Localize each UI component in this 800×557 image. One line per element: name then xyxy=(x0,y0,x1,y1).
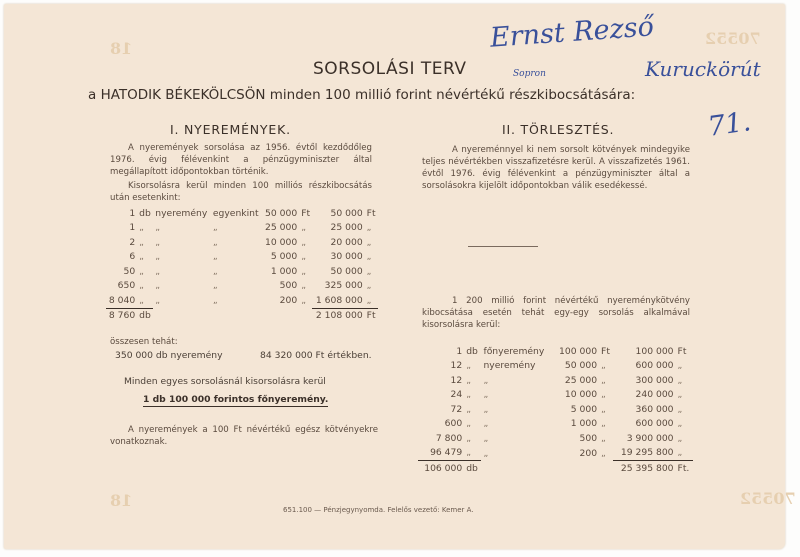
prize-unit: „ xyxy=(466,403,471,415)
section1-prize-table xyxy=(106,206,378,323)
spacer xyxy=(211,308,262,323)
prize-total: 50 000 xyxy=(330,207,363,219)
handwritten-number: 71. xyxy=(706,106,753,143)
prize-count: 6 xyxy=(129,251,136,263)
prize-currency: „ xyxy=(301,222,306,234)
prize-total-currency: „ xyxy=(677,389,683,401)
document-subtitle: a HATODIK BÉKEKÖLCSÖN minden 100 millió forint névértékű részkibocsátására: xyxy=(88,87,636,103)
section1-para1: A nyeremények sorsolása az 1956. évtől kezdődőleg 1976. évig félévenkint a pénzügyminiszter által megállapított időpontokban történik. xyxy=(110,143,372,177)
spacer xyxy=(299,308,312,323)
prize-count: 1 xyxy=(456,345,463,357)
prize-unit: „ xyxy=(139,251,144,263)
handwritten-name: Ernst Rezső xyxy=(489,11,655,54)
prize-currency: Ft xyxy=(301,207,311,219)
prize-unit: db xyxy=(139,207,151,219)
prize-total-currency: Ft xyxy=(677,345,687,357)
prize-currency: „ xyxy=(301,295,306,306)
prize-total-currency: „ xyxy=(677,360,683,372)
prize-total: 360 000 xyxy=(635,403,674,415)
printer-footer: 651.100 — Pénzjegynyomda. Felelős vezető: Kemer A. xyxy=(283,506,474,514)
section1-main-prize: 1 db 100 000 forintos főnyeremény. xyxy=(143,394,329,405)
prize-unit: db xyxy=(466,345,478,357)
prize-label: „ xyxy=(483,447,489,459)
prize-total: 25 000 xyxy=(330,222,363,234)
prize-unit: „ xyxy=(466,418,471,430)
prize-label: „ xyxy=(155,295,161,306)
prize-total: 600 000 xyxy=(635,418,674,430)
prize-currency: „ xyxy=(301,265,306,277)
ghost-series-left: 18 xyxy=(110,39,133,58)
prize-count: 12 xyxy=(450,374,463,386)
prize-row xyxy=(106,293,378,308)
prize-row xyxy=(418,417,693,432)
prize-row xyxy=(418,431,693,446)
prize-label2: „ xyxy=(212,280,218,292)
prize-label: nyeremény xyxy=(155,207,208,219)
prize-row xyxy=(106,250,378,265)
prize-total-currency: „ xyxy=(366,280,372,292)
prize-total: 325 000 xyxy=(324,280,363,292)
prize-row xyxy=(418,373,693,388)
prize-total: 19 295 800 xyxy=(613,446,675,461)
sum-currency: Ft xyxy=(366,310,376,322)
prize-total-currency: „ xyxy=(365,293,378,308)
prize-unit: „ xyxy=(466,360,471,372)
prize-amount: 25 000 xyxy=(564,374,598,386)
prize-count: 7 800 xyxy=(435,432,463,444)
prize-unit: „ xyxy=(139,280,144,292)
prize-unit: „ xyxy=(139,222,144,234)
prize-currency: „ xyxy=(301,251,306,263)
prize-total-currency: „ xyxy=(676,446,693,461)
prize-unit: „ xyxy=(137,293,153,308)
prize-row xyxy=(418,359,693,374)
prize-row xyxy=(106,221,378,236)
sum-count: 106 000 xyxy=(424,462,463,474)
prize-total: 20 000 xyxy=(330,236,363,248)
divider xyxy=(468,246,538,247)
section2-prize-table xyxy=(418,344,693,476)
prize-currency: „ xyxy=(301,280,306,292)
prize-label2: „ xyxy=(212,236,218,248)
prize-currency: „ xyxy=(601,432,606,444)
prize-row xyxy=(418,446,693,461)
sum-total: 2 108 000 xyxy=(315,310,363,322)
spacer xyxy=(599,461,613,476)
prize-count: 8 040 xyxy=(106,293,137,308)
prize-total-currency: „ xyxy=(677,374,683,386)
prize-amount: 50 000 xyxy=(265,207,298,219)
spacer xyxy=(262,308,299,323)
prize-label2: „ xyxy=(212,295,218,306)
ghost-serial-bottom: 70552 xyxy=(740,489,796,508)
prize-total: 100 000 xyxy=(635,345,674,357)
spacer xyxy=(481,461,552,476)
prize-currency: „ xyxy=(601,418,606,430)
prize-amount: 10 000 xyxy=(265,236,298,248)
prize-unit: „ xyxy=(139,236,144,248)
prize-total-currency: „ xyxy=(366,251,372,263)
prize-total-currency: Ft xyxy=(366,207,376,219)
prize-currency: „ xyxy=(601,374,606,386)
prize-currency: „ xyxy=(601,447,606,459)
prize-unit: „ xyxy=(466,374,471,386)
prize-amount: 200 xyxy=(279,295,298,306)
prize-label: „ xyxy=(155,222,161,234)
prize-label: „ xyxy=(483,418,489,430)
prize-count: 1 xyxy=(129,207,136,219)
sum-row xyxy=(418,461,693,476)
prize-label2: „ xyxy=(212,265,218,277)
prize-total: 240 000 xyxy=(635,389,674,401)
prize-unit: „ xyxy=(139,265,144,277)
section2-heading: II. TÖRLESZTÉS. xyxy=(502,122,615,137)
prize-label: „ xyxy=(155,236,161,248)
prize-label2: „ xyxy=(212,222,218,234)
prize-amount: 1 000 xyxy=(270,265,298,277)
prize-amount: 500 xyxy=(579,432,598,444)
prize-total-currency: „ xyxy=(677,418,683,430)
sum-unit: db xyxy=(139,310,151,322)
prize-label: „ xyxy=(483,432,489,444)
prize-row xyxy=(418,402,693,417)
prize-label: „ xyxy=(155,280,161,292)
prize-total-currency: „ xyxy=(677,432,683,444)
prize-total-currency: „ xyxy=(677,403,683,415)
prize-unit: „ xyxy=(466,432,471,444)
handwritten-city: Sopron xyxy=(513,69,546,79)
prize-row xyxy=(106,264,378,279)
prize-label: „ xyxy=(483,374,489,386)
sum-unit: db xyxy=(466,462,478,474)
section1-para2: Kisorsolásra kerül minden 100 milliós részkibocsátás után esetenkint: xyxy=(110,181,372,203)
spacer xyxy=(153,308,211,323)
prize-total-currency: „ xyxy=(366,265,372,277)
prize-amount: 1 000 xyxy=(570,418,598,430)
prize-count: 12 xyxy=(450,360,463,372)
prize-label: nyeremény xyxy=(483,360,536,372)
prize-row xyxy=(418,344,693,359)
section1-total-count: 350 000 db nyeremény xyxy=(115,350,223,361)
prize-amount: 25 000 xyxy=(265,222,298,234)
prize-label: „ xyxy=(155,265,161,277)
section1-para3: A nyeremények a 100 Ft névértékű egész kötvényekre vonatkoznak. xyxy=(110,425,378,447)
prize-unit: „ xyxy=(464,446,481,461)
prize-row xyxy=(106,279,378,294)
prize-amount: 5 000 xyxy=(270,251,298,263)
sum-currency: Ft. xyxy=(677,462,690,474)
prize-count: 24 xyxy=(450,389,463,401)
prize-label: „ xyxy=(483,403,489,415)
prize-row xyxy=(106,235,378,250)
prize-currency: „ xyxy=(601,389,606,401)
prize-count: 72 xyxy=(450,403,463,415)
prize-label2: egyenkint xyxy=(212,207,259,219)
prize-label: főnyeremény xyxy=(483,345,545,357)
prize-count: 2 xyxy=(129,236,136,248)
prize-label: „ xyxy=(483,389,489,401)
section1-heading: I. NYEREMÉNYEK. xyxy=(170,122,291,137)
section1-total-label: összesen tehát: xyxy=(110,337,178,347)
prize-total: 600 000 xyxy=(635,360,674,372)
section1-note: Minden egyes sorsolásnál kisorsolásra kerül xyxy=(124,376,326,387)
prize-count: 650 xyxy=(117,280,136,292)
prize-count: 96 479 xyxy=(418,446,464,461)
section2-para2: 1 200 millió forint névértékű nyereménykötvény kibocsátása esetén tehát egy-egy sorsolás alkalmával kisorsolásra kerül: xyxy=(422,296,690,330)
ghost-series-bottom: 18 xyxy=(110,491,133,510)
prize-total: 300 000 xyxy=(635,374,674,386)
prize-total: 3 900 000 xyxy=(626,432,674,444)
prize-amount: 10 000 xyxy=(564,389,598,401)
prize-unit: „ xyxy=(466,389,471,401)
prize-currency: „ xyxy=(301,236,306,248)
prize-total: 30 000 xyxy=(330,251,363,263)
sum-count: 8 760 xyxy=(108,310,136,322)
prize-count: 1 xyxy=(129,222,136,234)
prize-label2: „ xyxy=(212,251,218,263)
handwritten-street: Kuruckörút xyxy=(645,57,761,81)
prize-count: 50 xyxy=(123,265,136,277)
prize-row xyxy=(106,206,378,221)
prize-label: „ xyxy=(155,251,161,263)
prize-amount: 200 xyxy=(579,447,598,459)
document-title: SORSOLÁSI TERV xyxy=(313,59,467,79)
section2-para1: A nyereménnyel ki nem sorsolt kötvények mindegyike teljes névértékben visszafizetésre kerül. A visszafizetés 1961. évtől 1976. évig félévenkint a pénzügyminiszter által a sorsolásokra kijelölt időpontokban válik esedékessé. xyxy=(422,145,690,191)
spacer xyxy=(553,461,599,476)
prize-amount: 50 000 xyxy=(564,360,598,372)
prize-amount: 100 000 xyxy=(559,345,598,357)
prize-total: 1 608 000 xyxy=(312,293,364,308)
prize-amount: 5 000 xyxy=(570,403,598,415)
prize-currency: Ft xyxy=(601,345,610,357)
prize-count: 600 xyxy=(444,418,463,430)
prize-total-currency: „ xyxy=(366,222,372,234)
ghost-serial-top: 70552 xyxy=(705,29,761,48)
section1-total-value: 84 320 000 Ft értékben. xyxy=(260,350,372,361)
prize-total-currency: „ xyxy=(366,236,372,248)
prize-row xyxy=(418,388,693,403)
prize-amount: 500 xyxy=(279,280,298,292)
prize-total: 50 000 xyxy=(330,265,363,277)
prize-currency: „ xyxy=(601,403,606,415)
sum-total: 25 395 800 xyxy=(620,462,674,474)
sum-row xyxy=(106,308,378,323)
prize-currency: „ xyxy=(601,360,606,372)
